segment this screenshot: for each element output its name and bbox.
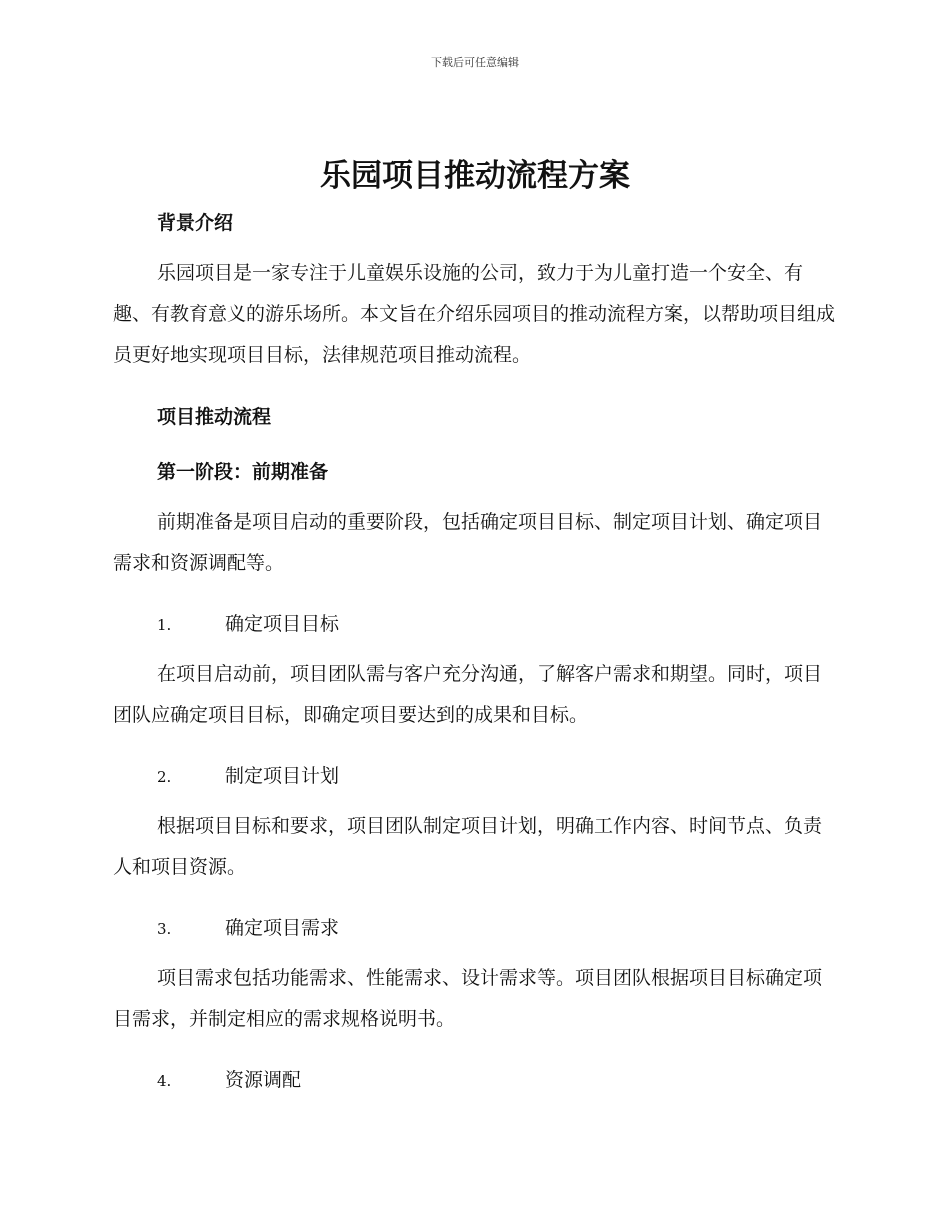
list-item-number: 2. <box>157 768 172 786</box>
list-item-number: 3. <box>157 920 172 938</box>
list-item-label: 确定项目需求 <box>225 917 340 939</box>
list-item-number: 4. <box>157 1072 172 1090</box>
paragraph-item-1: 在项目启动前，项目团队需与客户充分沟通，了解客户需求和期望。同时，项目团队应确定项目目标，即确定项目要达到的成果和目标。 <box>113 663 823 726</box>
heading-background: 背景介绍 <box>157 212 234 234</box>
list-item-4 <box>157 1065 301 1092</box>
list-item-2 <box>157 761 339 788</box>
paragraph-item-2: 根据项目目标和要求，项目团队制定项目计划，明确工作内容、时间节点、负责人和项目资源。 <box>113 815 823 878</box>
page-title: 乐园项目推动流程方案 <box>320 158 630 194</box>
paragraph-background: 乐园项目是一家专注于儿童娱乐设施的公司，致力于为儿童打造一个安全、有趣、有教育意义的游乐场所。本文旨在介绍乐园项目的推动流程方案，以帮助项目组成员更好地实现项目目标，法律规范项目推动流程。 <box>113 262 836 366</box>
list-item-number: 1. <box>157 616 172 634</box>
paragraph-item-3: 项目需求包括功能需求、性能需求、设计需求等。项目团队根据项目目标确定项目需求，并制定相应的需求规格说明书。 <box>113 967 823 1030</box>
list-item-label: 确定项目目标 <box>225 613 340 635</box>
list-item-label: 资源调配 <box>225 1069 302 1091</box>
heading-stage-1: 第一阶段：前期准备 <box>157 461 329 483</box>
header-note: 下载后可任意编辑 <box>431 56 519 69</box>
list-item-1 <box>157 609 339 636</box>
heading-process: 项目推动流程 <box>157 406 272 428</box>
list-item-3 <box>157 913 339 940</box>
paragraph-stage-1-intro: 前期准备是项目启动的重要阶段，包括确定项目目标、制定项目计划、确定项目需求和资源调配等。 <box>113 511 823 574</box>
list-item-label: 制定项目计划 <box>225 765 340 787</box>
